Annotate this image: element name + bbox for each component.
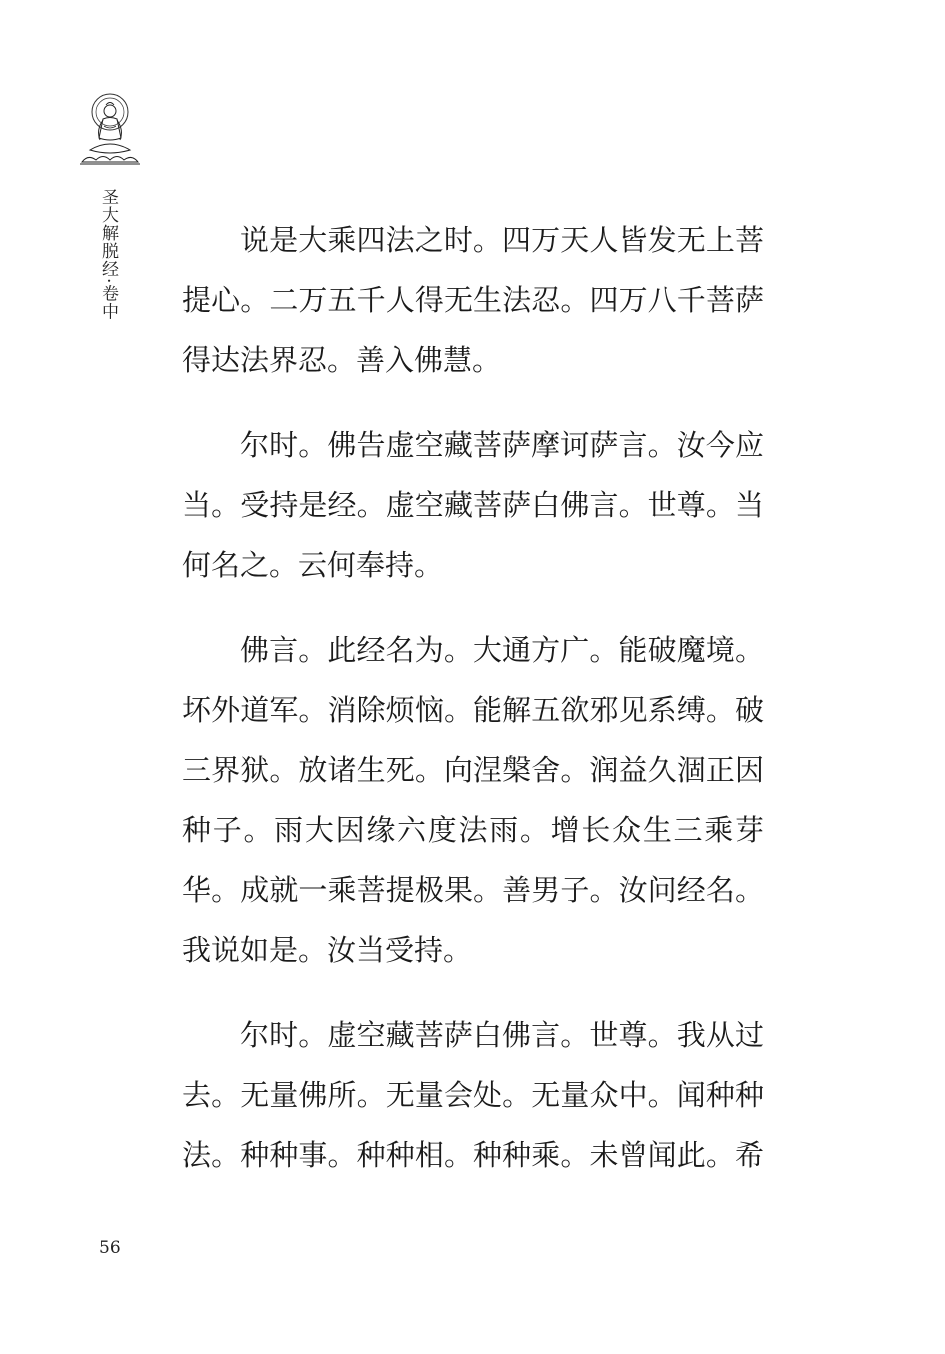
text-line: 去。无量佛所。无量会处。无量众中。闻种种 (182, 1078, 764, 1112)
text-line: 坏外道军。消除烦恼。能解五欲邪见系缚。破 (182, 693, 764, 727)
page-number: 56 (99, 1238, 121, 1258)
text-line: 尔时。佛告虚空藏菩萨摩诃萨言。汝今应 (240, 428, 764, 462)
text-line: 三界狱。放诸生死。向涅槃舍。润益久涸正因 (182, 753, 764, 787)
text-line: 尔时。虚空藏菩萨白佛言。世尊。我从过 (240, 1018, 764, 1052)
text-line: 佛言。此经名为。大通方广。能破魔境。 (240, 633, 764, 667)
text-line: 说是大乘四法之时。四万天人皆发无上菩 (240, 223, 764, 257)
text-line: 提心。二万五千人得无生法忍。四万八千菩萨 (182, 283, 764, 317)
text-line: 何名之。云何奉持。 (182, 548, 444, 582)
paragraph (182, 210, 764, 390)
text-line: 种子。雨大因缘六度法雨。增长众生三乘芽 (182, 813, 764, 847)
text-line: 当。受持是经。虚空藏菩萨白佛言。世尊。当 (182, 488, 764, 522)
paragraph (182, 415, 764, 595)
paragraph (182, 1005, 764, 1185)
text-line: 华。成就一乘菩提极果。善男子。汝问经名。 (182, 873, 764, 907)
paragraph (182, 620, 764, 980)
body-text (182, 210, 764, 1210)
text-line: 我说如是。汝当受持。 (182, 933, 473, 967)
text-line: 得达法界忍。善入佛慧。 (182, 343, 502, 377)
text-line: 法。种种事。种种相。种种乘。未曾闻此。希 (182, 1138, 764, 1172)
seated-buddha-icon (76, 90, 144, 170)
running-title: 圣大解脱经·卷中 (98, 188, 118, 321)
